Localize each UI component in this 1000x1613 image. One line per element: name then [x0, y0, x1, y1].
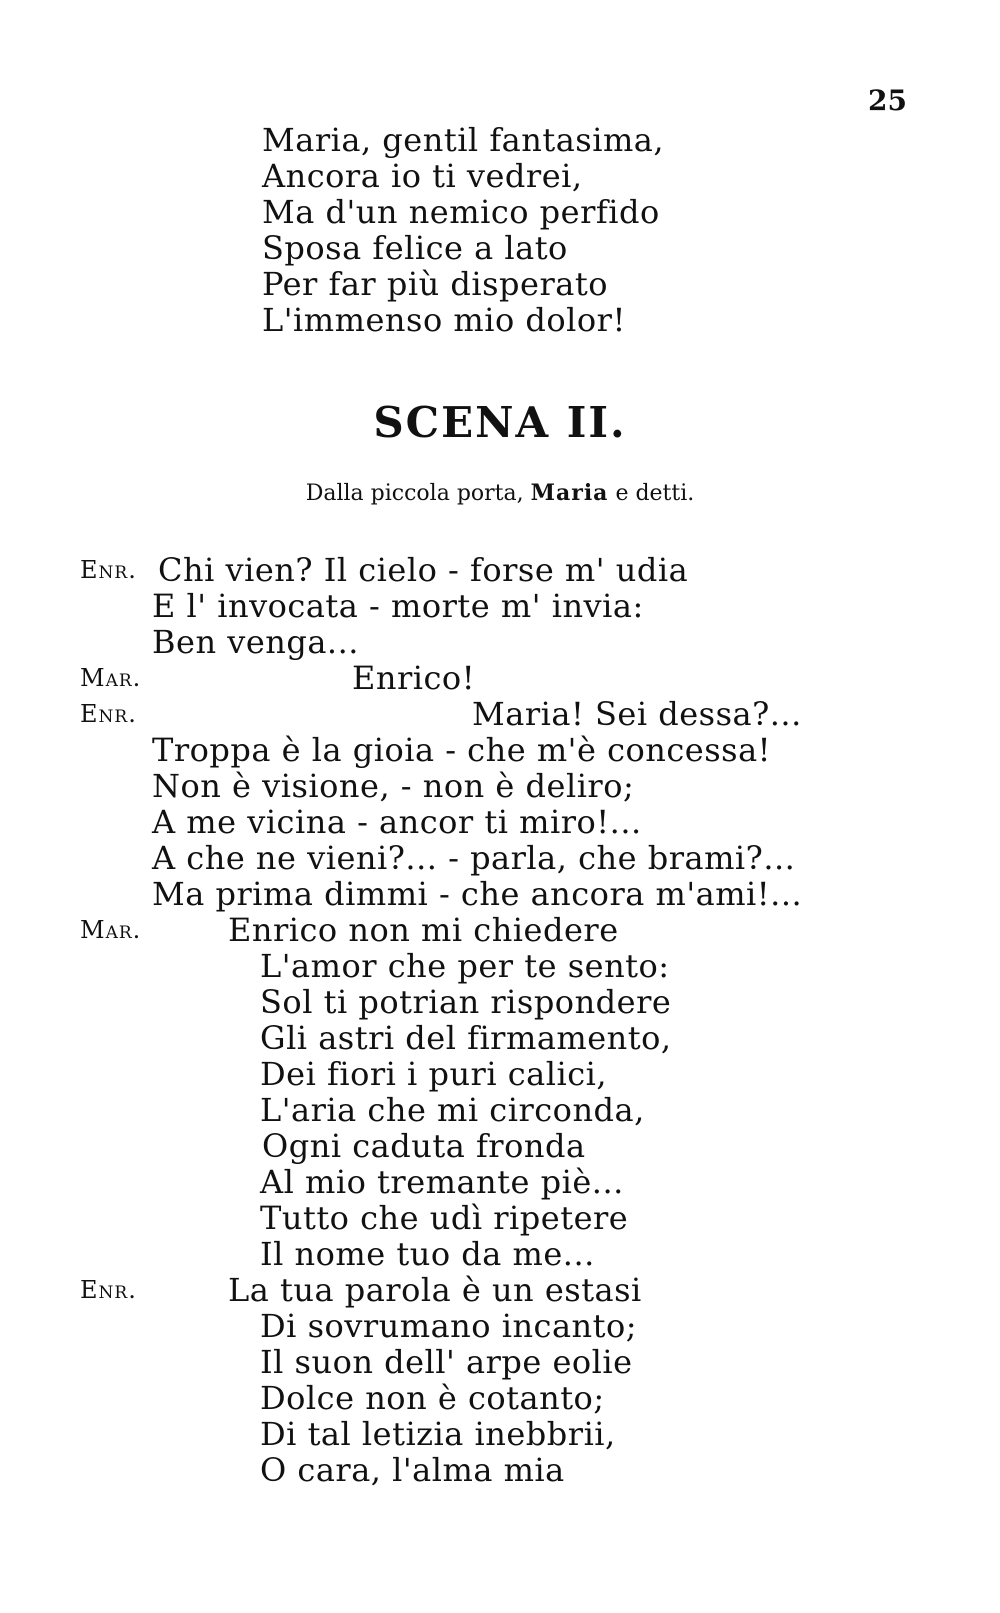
- verse-line: Ma d'un nemico perfido: [262, 193, 660, 231]
- dialogue-line: Ma prima dimmi - che ancora m'ami!...: [152, 875, 803, 913]
- aria-line: Il nome tuo da me...: [260, 1235, 595, 1273]
- dialogue-line: Chi vien? Il cielo - forse m' udia: [158, 551, 689, 589]
- verse-line: L'immenso mio dolor!: [262, 301, 626, 339]
- verse-line: Per far più disperato: [262, 265, 608, 303]
- aria-line: Enrico non mi chiedere: [228, 911, 619, 949]
- dialogue-line: Troppa è la gioia - che m'è concessa!: [152, 731, 771, 769]
- speaker-label: Enr.: [80, 1276, 137, 1304]
- aria-line: Ogni caduta fronda: [262, 1127, 586, 1165]
- speaker-label: Mar.: [80, 664, 142, 692]
- aria-line: Dei fiori i puri calici,: [260, 1055, 608, 1093]
- verse-line: Sposa felice a lato: [262, 229, 568, 267]
- dialogue-line: Ben venga...: [152, 623, 359, 661]
- stage-direction-after: e detti.: [615, 481, 695, 506]
- reply-line: O cara, l'alma mia: [260, 1451, 565, 1489]
- dialogue-line: A che ne vieni?... - parla, che brami?...: [152, 839, 796, 877]
- speaker-label: Enr.: [80, 556, 137, 584]
- scene-title: SCENA II.: [373, 398, 627, 447]
- aria-line: L'aria che mi circonda,: [260, 1091, 645, 1129]
- speaker-label: Mar.: [80, 916, 142, 944]
- dialogue-line: Non è visione, - non è deliro;: [152, 767, 635, 805]
- dialogue-line: Enrico!: [352, 659, 476, 697]
- aria-line: Gli astri del firmamento,: [260, 1019, 672, 1057]
- dialogue-line: E l' invocata - morte m' invia:: [152, 587, 644, 625]
- speaker-label: Enr.: [80, 700, 137, 728]
- aria-line: Tutto che udì ripetere: [260, 1199, 629, 1237]
- stage-direction-character: Maria: [530, 480, 609, 506]
- reply-line: Dolce non è cotanto;: [260, 1379, 605, 1417]
- dialogue-line: Maria! Sei dessa?...: [472, 695, 802, 733]
- dialogue-line: A me vicina - ancor ti miro!...: [152, 803, 642, 841]
- aria-line: L'amor che per te sento:: [260, 947, 670, 985]
- page-number: 25: [868, 84, 907, 117]
- reply-line: La tua parola è un estasi: [228, 1271, 642, 1309]
- verse-line: Ancora io ti vedrei,: [262, 157, 583, 195]
- stage-direction-before: Dalla piccola porta,: [305, 481, 524, 506]
- aria-line: Sol ti potrian rispondere: [260, 983, 672, 1021]
- reply-line: Il suon dell' arpe eolie: [260, 1343, 633, 1381]
- reply-line: Di sovrumano incanto;: [260, 1307, 638, 1345]
- stage-direction: [0, 480, 1000, 506]
- verse-line: Maria, gentil fantasima,: [262, 121, 665, 159]
- reply-line: Di tal letizia inebbrii,: [260, 1415, 616, 1453]
- aria-line: Al mio tremante piè...: [260, 1163, 624, 1201]
